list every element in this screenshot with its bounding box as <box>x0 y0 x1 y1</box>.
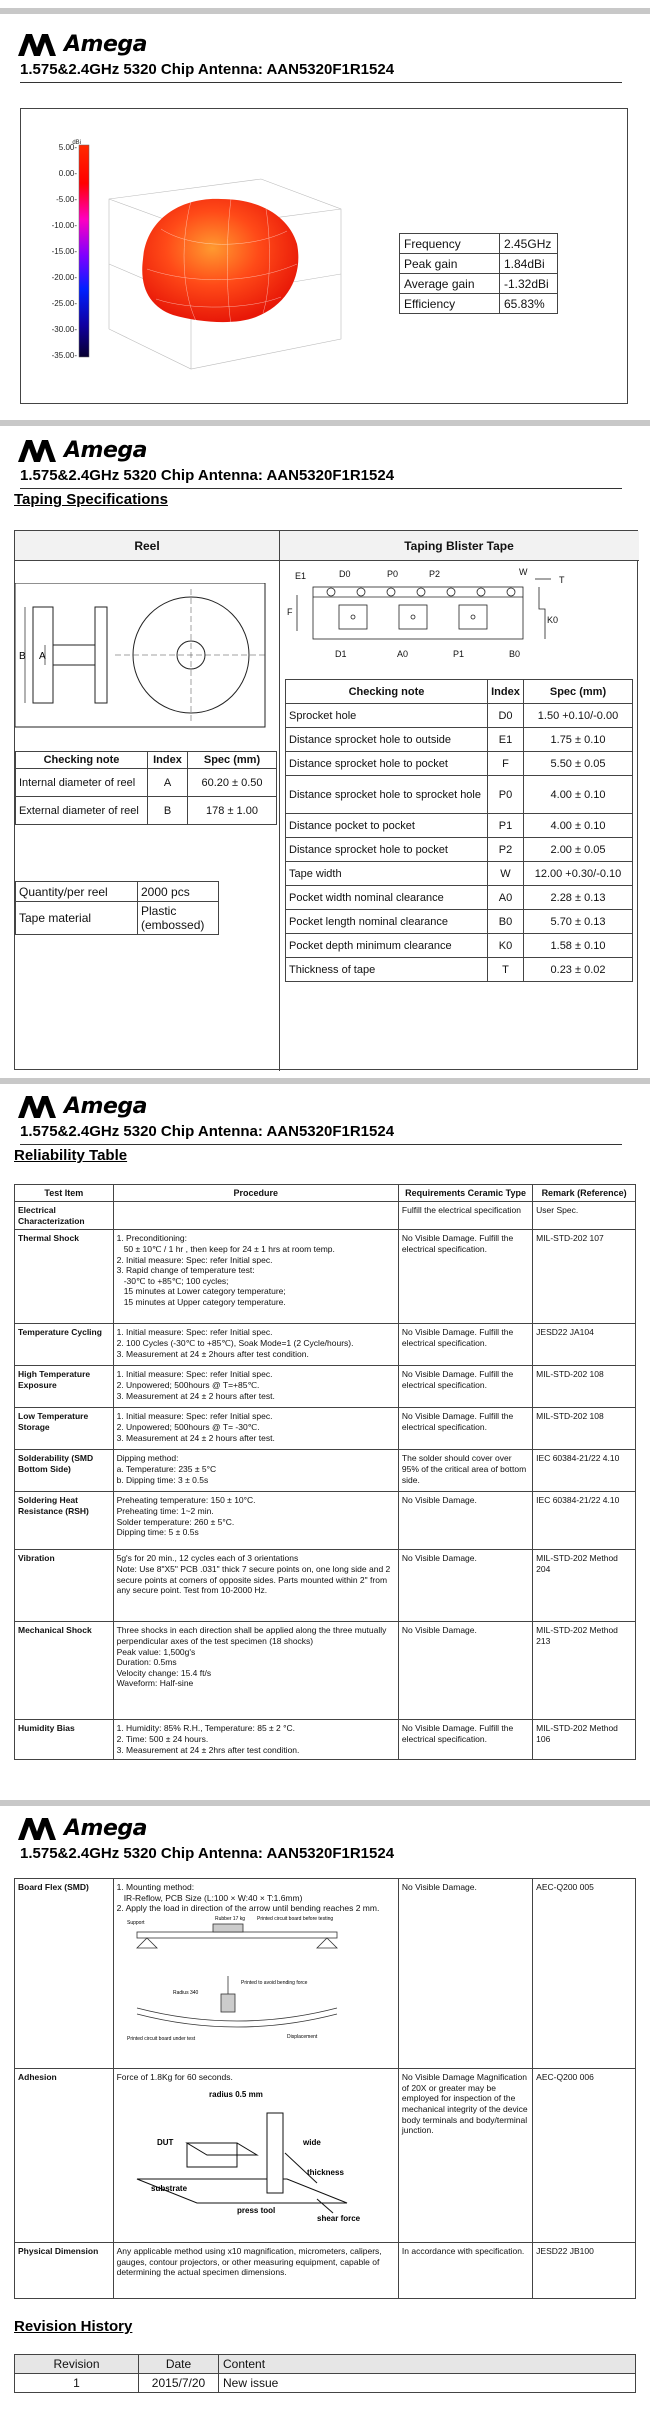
reliability-row <box>15 1720 636 1760</box>
brand-name: Amega <box>64 32 147 57</box>
procedure-line: Preheating time: 1~2 min. <box>116 1505 214 1516</box>
reliability-header: Test Item <box>15 1185 114 1202</box>
tape-spec: 1.50 +0.10/-0.00 <box>524 704 633 728</box>
colorbar-tick-label: -30.00- <box>51 325 77 334</box>
page-2-header <box>0 428 650 508</box>
performance-label: Frequency <box>400 234 500 254</box>
procedure-line: Dipping method: <box>116 1453 179 1464</box>
test-requirement: Fulfill the electrical specification <box>398 1202 532 1230</box>
procedure-line: Any applicable method using x10 magnification, micrometers, calipers, gauges, contour projectors, or other measuring equipment, capable of determining the actual specimen dimensions. <box>116 2246 385 2278</box>
adhesion-diagram-label: thickness <box>306 2167 344 2177</box>
quantity-value: Plastic (embossed) <box>138 902 219 935</box>
test-remark: MIL-STD-202 107 <box>533 1230 636 1324</box>
tape-checking-note: Distance sprocket hole to sprocket hole <box>286 776 488 814</box>
title-rule <box>20 488 622 489</box>
colorbar-unit-label: dBi <box>72 140 81 146</box>
tape-index: T <box>488 958 524 982</box>
revision-header: Date <box>139 2355 219 2374</box>
tape-dimension-label: T <box>559 575 565 585</box>
flex-diagram-label: Printed circuit board before testing <box>256 1915 333 1922</box>
tape-index: P2 <box>488 838 524 862</box>
tape-checking-note: Pocket width nominal clearance <box>286 886 488 910</box>
test-requirement: In accordance with specification. <box>398 2243 532 2299</box>
reliability-row <box>15 1408 636 1450</box>
procedure-line: 2. Unpowered; 500hours @ T=+85℃. <box>116 1379 260 1390</box>
test-procedure <box>113 2069 398 2243</box>
tape-table-header: Checking note <box>286 680 488 704</box>
procedure-line: 15 minutes at Lower category temperature; <box>116 1286 286 1297</box>
performance-value: -1.32dBi <box>500 274 558 294</box>
procedure-line: Force of 1.8Kg for 60 seconds. <box>116 2072 233 2082</box>
test-item: Mechanical Shock <box>15 1622 114 1720</box>
reliability-row <box>15 1622 636 1720</box>
reliability-row <box>15 1324 636 1366</box>
test-procedure <box>113 1622 398 1720</box>
revision-date: 2015/7/20 <box>139 2374 219 2393</box>
test-requirement: No Visible Damage. <box>398 1622 532 1720</box>
tape-index: D0 <box>488 704 524 728</box>
performance-row <box>400 254 558 274</box>
tape-dimension-label: D1 <box>335 649 347 659</box>
procedure-line: 50 ± 10℃ / 1 hr , then keep for 24 ± 1 hrs at room temp. <box>116 1243 335 1254</box>
tape-table-row <box>286 704 633 728</box>
tape-table-row <box>286 910 633 934</box>
tape-dimension-label: P1 <box>453 649 465 659</box>
test-item: Thermal Shock <box>15 1230 114 1324</box>
reel-label-b: B <box>19 651 26 662</box>
revision-section-title: Revision History <box>14 2318 133 2335</box>
test-requirement: No Visible Damage. <box>398 1879 532 2069</box>
tape-spec: 5.70 ± 0.13 <box>524 910 633 934</box>
tape-checking-note: Distance sprocket hole to outside <box>286 728 488 752</box>
performance-label: Average gain <box>400 274 500 294</box>
performance-row <box>400 294 558 314</box>
doc-title: 1.575&2.4GHz 5320 Chip Antenna: AAN5320F1R1524 <box>20 1845 395 1862</box>
reliability-row <box>15 1492 636 1550</box>
test-requirement: No Visible Damage Magnification of 20X or greater may be employed for inspection of the mechanical integrity of the device body terminals and body/terminal junction. <box>398 2069 532 2243</box>
test-requirement: No Visible Damage. Fulfill the electrical specification. <box>398 1720 532 1760</box>
colorbar-tick-label: -10.00- <box>51 221 77 230</box>
procedure-line: Velocity change: 15.4 ft/s <box>116 1667 212 1678</box>
procedure-line: Preheating temperature: 150 ± 10°C. <box>116 1495 256 1506</box>
test-item: Humidity Bias <box>15 1720 114 1760</box>
tape-spec: 1.75 ± 0.10 <box>524 728 633 752</box>
procedure-line: 1. Humidity: 85% R.H., Temperature: 85 ± 2 °C. <box>116 1723 296 1734</box>
tape-table-header: Spec (mm) <box>524 680 633 704</box>
tape-spec-table <box>285 679 633 982</box>
test-procedure <box>113 1202 398 1230</box>
test-requirement: No Visible Damage. Fulfill the electrical specification. <box>398 1230 532 1324</box>
colorbar-tick-label: -25.00- <box>51 299 77 308</box>
test-item: Low Temperature Storage <box>15 1408 114 1450</box>
test-remark: AEC-Q200 005 <box>533 1879 636 2069</box>
brand-name: Amega <box>64 1094 147 1119</box>
test-item: Physical Dimension <box>15 2243 114 2299</box>
brand-header <box>0 22 650 57</box>
test-item: Soldering Heat Resistance (RSH) <box>15 1492 114 1550</box>
reel-table-header: Spec (mm) <box>188 752 277 769</box>
revision-header: Content <box>219 2355 636 2374</box>
tape-index: A0 <box>488 886 524 910</box>
procedure-line: 2. Initial measure: Spec: refer Initial spec. <box>116 1254 273 1265</box>
tape-checking-note: Distance sprocket hole to pocket <box>286 838 488 862</box>
colorbar-tick-label: -5.00- <box>56 195 77 204</box>
reel-spec: 60.20 ± 0.50 <box>188 769 277 797</box>
tape-table-row <box>286 752 633 776</box>
test-item: Adhesion <box>15 2069 114 2243</box>
tape-index: B0 <box>488 910 524 934</box>
tape-checking-note: Distance sprocket hole to pocket <box>286 752 488 776</box>
tape-dimension-label: W <box>519 567 528 577</box>
reel-diagram <box>15 583 277 731</box>
reliability-row <box>15 1879 636 2069</box>
brand-header <box>0 1806 650 1841</box>
performance-value: 65.83% <box>500 294 558 314</box>
colorbar-tick-label: -15.00- <box>51 247 77 256</box>
reel-table-row <box>16 797 277 825</box>
procedure-line: Peak value: 1,500g's <box>116 1646 196 1657</box>
test-requirement: No Visible Damage. <box>398 1550 532 1622</box>
adhesion-diagram <box>117 2083 367 2223</box>
tape-dimension-label: F <box>287 607 293 617</box>
reel-spec: 178 ± 1.00 <box>188 797 277 825</box>
colorbar-tick-label: 0.00- <box>58 169 77 178</box>
performance-row <box>400 274 558 294</box>
procedure-line: b. Dipping time: 3 ± 0.5s <box>116 1474 209 1485</box>
doc-title: 1.575&2.4GHz 5320 Chip Antenna: AAN5320F1R1524 <box>20 1123 395 1140</box>
procedure-line: 3. Measurement at 24 ± 2 hours after test. <box>116 1390 275 1401</box>
reel-index: B <box>148 797 188 825</box>
tape-dimension-label: K0 <box>547 615 559 625</box>
test-procedure <box>113 1408 398 1450</box>
reliability-row <box>15 2243 636 2299</box>
procedure-line: 3. Rapid change of temperature test: <box>116 1265 255 1276</box>
reliability-row <box>15 1366 636 1408</box>
test-item: Solderability (SMD Bottom Side) <box>15 1450 114 1492</box>
reliability-header: Remark (Reference) <box>533 1185 636 1202</box>
test-remark: MIL-STD-202 108 <box>533 1366 636 1408</box>
test-requirement: No Visible Damage. Fulfill the electrical specification. <box>398 1408 532 1450</box>
adhesion-diagram-label: radius 0.5 mm <box>208 2089 263 2099</box>
tape-spec: 4.00 ± 0.10 <box>524 814 633 838</box>
tape-spec: 4.00 ± 0.10 <box>524 776 633 814</box>
tape-index: F <box>488 752 524 776</box>
reel-spec-table <box>15 751 277 825</box>
reliability-table <box>14 1184 636 1760</box>
tape-spec: 2.28 ± 0.13 <box>524 886 633 910</box>
adhesion-diagram-label: press tool <box>236 2205 275 2215</box>
reel-table-header: Checking note <box>16 752 148 769</box>
reliability-table-continued <box>14 1878 636 2299</box>
title-rule <box>20 1144 622 1145</box>
reel-label-a: A <box>39 651 46 662</box>
tape-table-row <box>286 886 633 910</box>
procedure-line: -30℃ to +85℃; 100 cycles; <box>116 1275 229 1286</box>
test-item: Board Flex (SMD) <box>15 1879 114 2069</box>
adhesion-diagram-label: DUT <box>156 2137 174 2147</box>
blister-tape-diagram <box>283 565 635 665</box>
page-4-header <box>0 1806 650 1862</box>
procedure-line: Waveform: Half-sine <box>116 1678 194 1689</box>
tape-checking-note: Thickness of tape <box>286 958 488 982</box>
reel-header: Reel <box>15 531 279 561</box>
tape-dimension-label: P2 <box>429 569 441 579</box>
flex-diagram-label: Radius 340 <box>172 1989 198 1996</box>
test-requirement: No Visible Damage. Fulfill the electrical specification. <box>398 1324 532 1366</box>
tape-checking-note: Sprocket hole <box>286 704 488 728</box>
procedure-line: 1. Initial measure: Spec: refer Initial spec. <box>116 1327 273 1338</box>
revision-table <box>14 2354 636 2393</box>
tape-table-row <box>286 776 633 814</box>
doc-title: 1.575&2.4GHz 5320 Chip Antenna: AAN5320F1R1524 <box>20 467 395 484</box>
radiation-surface <box>142 199 298 325</box>
radiation-frame <box>20 108 628 404</box>
procedure-line: 2. Apply the load in direction of the arrow until bending reaches 2 mm. <box>116 1903 380 1914</box>
tape-spec: 0.23 ± 0.02 <box>524 958 633 982</box>
brand-header <box>0 428 650 463</box>
tape-table-row <box>286 728 633 752</box>
board-flex-diagram <box>117 1914 367 2044</box>
tape-dimension-label: E1 <box>295 571 307 581</box>
revision-row <box>15 2374 636 2393</box>
page-separator <box>0 420 650 426</box>
tape-table-row <box>286 838 633 862</box>
flex-diagram-label: Printed to avoid bending force <box>240 1979 308 1986</box>
brand-name: Amega <box>64 1816 147 1841</box>
reel-quantity-table <box>15 881 219 935</box>
performance-label: Peak gain <box>400 254 500 274</box>
quantity-label: Tape material <box>16 902 138 935</box>
tape-checking-note: Pocket length nominal clearance <box>286 910 488 934</box>
procedure-line: a. Temperature: 235 ± 5°C <box>116 1463 217 1474</box>
test-procedure <box>113 1366 398 1408</box>
tape-spec: 12.00 +0.30/-0.10 <box>524 862 633 886</box>
doc-title: 1.575&2.4GHz 5320 Chip Antenna: AAN5320F1R1524 <box>20 61 395 78</box>
tape-checking-note: Tape width <box>286 862 488 886</box>
brand-name: Amega <box>64 438 147 463</box>
procedure-line: 2. 100 Cycles (-30℃ to +85℃), Soak Mode=1 (2 Cycle/hours). <box>116 1337 354 1348</box>
test-requirement: No Visible Damage. <box>398 1492 532 1550</box>
brand-header <box>0 1084 650 1119</box>
procedure-line: 3. Measurement at 24 ± 2hours after test condition. <box>116 1348 309 1359</box>
procedure-line: 1. Preconditioning: <box>116 1233 188 1244</box>
test-remark: User Spec. <box>533 1202 636 1230</box>
tape-checking-note: Distance pocket to pocket <box>286 814 488 838</box>
performance-row <box>400 234 558 254</box>
amega-logo-icon <box>18 1818 56 1840</box>
test-procedure <box>113 1450 398 1492</box>
test-procedure <box>113 2243 398 2299</box>
procedure-line: 3. Measurement at 24 ± 2hrs after test condition. <box>116 1744 300 1755</box>
blister-header: Taping Blister Tape <box>279 531 639 561</box>
amega-logo-icon <box>18 34 56 56</box>
amega-logo-icon <box>18 1096 56 1118</box>
procedure-line: 2. Time: 500 ± 24 hours. <box>116 1733 209 1744</box>
tape-index: E1 <box>488 728 524 752</box>
tape-index: W <box>488 862 524 886</box>
quantity-value: 2000 pcs <box>138 882 219 902</box>
reel-table-row <box>16 769 277 797</box>
revision-header: Revision <box>15 2355 139 2374</box>
tape-table-row <box>286 958 633 982</box>
procedure-line: Dipping time: 5 ± 0.5s <box>116 1527 199 1538</box>
test-item: Vibration <box>15 1550 114 1622</box>
tape-checking-note: Pocket depth minimum clearance <box>286 934 488 958</box>
reel-index: A <box>148 769 188 797</box>
test-procedure <box>113 1879 398 2069</box>
test-procedure <box>113 1230 398 1324</box>
column-divider <box>279 531 280 1071</box>
adhesion-diagram-label: substrate <box>150 2183 187 2193</box>
procedure-line: 2. Unpowered; 500hours @ T= -30℃. <box>116 1421 260 1432</box>
flex-diagram-label: Rubber 17 kg <box>214 1915 245 1922</box>
tape-spec: 1.58 ± 0.10 <box>524 934 633 958</box>
test-remark: JESD22 JB100 <box>533 2243 636 2299</box>
test-remark: MIL-STD-202 Method 204 <box>533 1550 636 1622</box>
tape-dimension-label: D0 <box>339 569 351 579</box>
adhesion-diagram-label: wide <box>302 2137 321 2147</box>
flex-diagram-label: Displacement <box>286 2033 317 2040</box>
tape-dimension-label: P0 <box>387 569 399 579</box>
test-remark: MIL-STD-202 Method 106 <box>533 1720 636 1760</box>
reliability-section-title: Reliability Table <box>14 1147 128 1164</box>
tape-index: K0 <box>488 934 524 958</box>
tape-table-header: Index <box>488 680 524 704</box>
performance-value: 2.45GHz <box>500 234 558 254</box>
reel-quantity-row <box>16 882 219 902</box>
test-remark: JESD22 JA104 <box>533 1324 636 1366</box>
title-rule <box>20 82 622 83</box>
reliability-header: Requirements Ceramic Type <box>398 1185 532 1202</box>
procedure-line: 1. Initial measure: Spec: refer Initial spec. <box>116 1369 273 1380</box>
colorbar-tick-label: -20.00- <box>51 273 77 282</box>
reliability-header: Procedure <box>113 1185 398 1202</box>
performance-label: Efficiency <box>400 294 500 314</box>
reliability-row <box>15 1450 636 1492</box>
page-3-header <box>0 1084 650 1164</box>
procedure-line: IR-Reflow, PCB Size (L:100 × W:40 × T:1.6mm) <box>116 1892 303 1903</box>
amega-logo-icon <box>18 440 56 462</box>
revision-content: New issue <box>219 2374 636 2393</box>
performance-value: 1.84dBi <box>500 254 558 274</box>
test-procedure <box>113 1324 398 1366</box>
test-procedure <box>113 1720 398 1760</box>
reliability-row <box>15 1202 636 1230</box>
revision-header-row <box>15 2355 636 2374</box>
procedure-line: 5g's for 20 min., 12 cycles each of 3 orientations <box>116 1553 299 1564</box>
test-remark: IEC 60384-21/22 4.10 <box>533 1492 636 1550</box>
tape-spec: 5.50 ± 0.05 <box>524 752 633 776</box>
test-requirement: No Visible Damage. Fulfill the electrical specification. <box>398 1366 532 1408</box>
test-item: Temperature Cycling <box>15 1324 114 1366</box>
tape-dimension-label: A0 <box>397 649 409 659</box>
tape-table-row <box>286 862 633 886</box>
performance-table <box>399 233 558 314</box>
procedure-line: 15 minutes at Upper category temperature. <box>116 1297 286 1307</box>
taping-frame <box>14 530 638 1070</box>
procedure-line: 3. Measurement at 24 ± 2 hours after test. <box>116 1432 275 1443</box>
reliability-row <box>15 1230 636 1324</box>
tape-table-row <box>286 814 633 838</box>
test-remark: MIL-STD-202 108 <box>533 1408 636 1450</box>
test-item: Electrical Characterization <box>15 1202 114 1230</box>
taping-section-title: Taping Specifications <box>14 491 168 508</box>
procedure-line: Solder temperature: 260 ± 5°C. <box>116 1516 235 1527</box>
test-remark: AEC-Q200 006 <box>533 2069 636 2243</box>
procedure-line: 1. Initial measure: Spec: refer Initial spec. <box>116 1411 273 1422</box>
reliability-row <box>15 2069 636 2243</box>
test-procedure <box>113 1492 398 1550</box>
tape-index: P1 <box>488 814 524 838</box>
procedure-line: Duration: 0.5ms <box>116 1657 177 1668</box>
reel-checking-note: External diameter of reel <box>16 797 148 825</box>
colorbar-tick-label: 5.00- <box>58 143 77 152</box>
procedure-line: 1. Mounting method: <box>116 1882 195 1892</box>
test-item: High Temperature Exposure <box>15 1366 114 1408</box>
page-separator <box>0 8 650 14</box>
reel-quantity-row <box>16 902 219 935</box>
reel-checking-note: Internal diameter of reel <box>16 769 148 797</box>
test-remark: IEC 60384-21/22 4.10 <box>533 1450 636 1492</box>
quantity-label: Quantity/per reel <box>16 882 138 902</box>
tape-index: P0 <box>488 776 524 814</box>
tape-spec: 2.00 ± 0.05 <box>524 838 633 862</box>
revision-number: 1 <box>15 2374 139 2393</box>
test-procedure <box>113 1550 398 1622</box>
procedure-line: Three shocks in each direction shall be applied along the three mutually perpendicular axes of the test specimen (18 shocks) <box>116 1625 389 1646</box>
reel-table-header: Index <box>148 752 188 769</box>
tape-table-row <box>286 934 633 958</box>
tape-dimension-label: B0 <box>509 649 521 659</box>
adhesion-diagram-label: shear force <box>316 2213 360 2223</box>
test-remark: MIL-STD-202 Method 213 <box>533 1622 636 1720</box>
procedure-line: Note: Use 8"X5" PCB .031" thick 7 secure points on, one long side and 2 secure points at corners of opposite sides. Parts mounted within 2" from any secure point. Test from 10-2000 Hz. <box>116 1563 393 1596</box>
colorbar-tick-label: -35.00- <box>51 351 77 360</box>
radiation-pattern-plot <box>51 139 361 389</box>
reliability-row <box>15 1550 636 1622</box>
test-requirement: The solder should cover over 95% of the critical area of bottom side. <box>398 1450 532 1492</box>
colorbar-ticks <box>52 140 81 360</box>
flex-diagram-label: Printed circuit board under test <box>126 2035 195 2042</box>
flex-diagram-label: Support <box>126 1919 145 1926</box>
